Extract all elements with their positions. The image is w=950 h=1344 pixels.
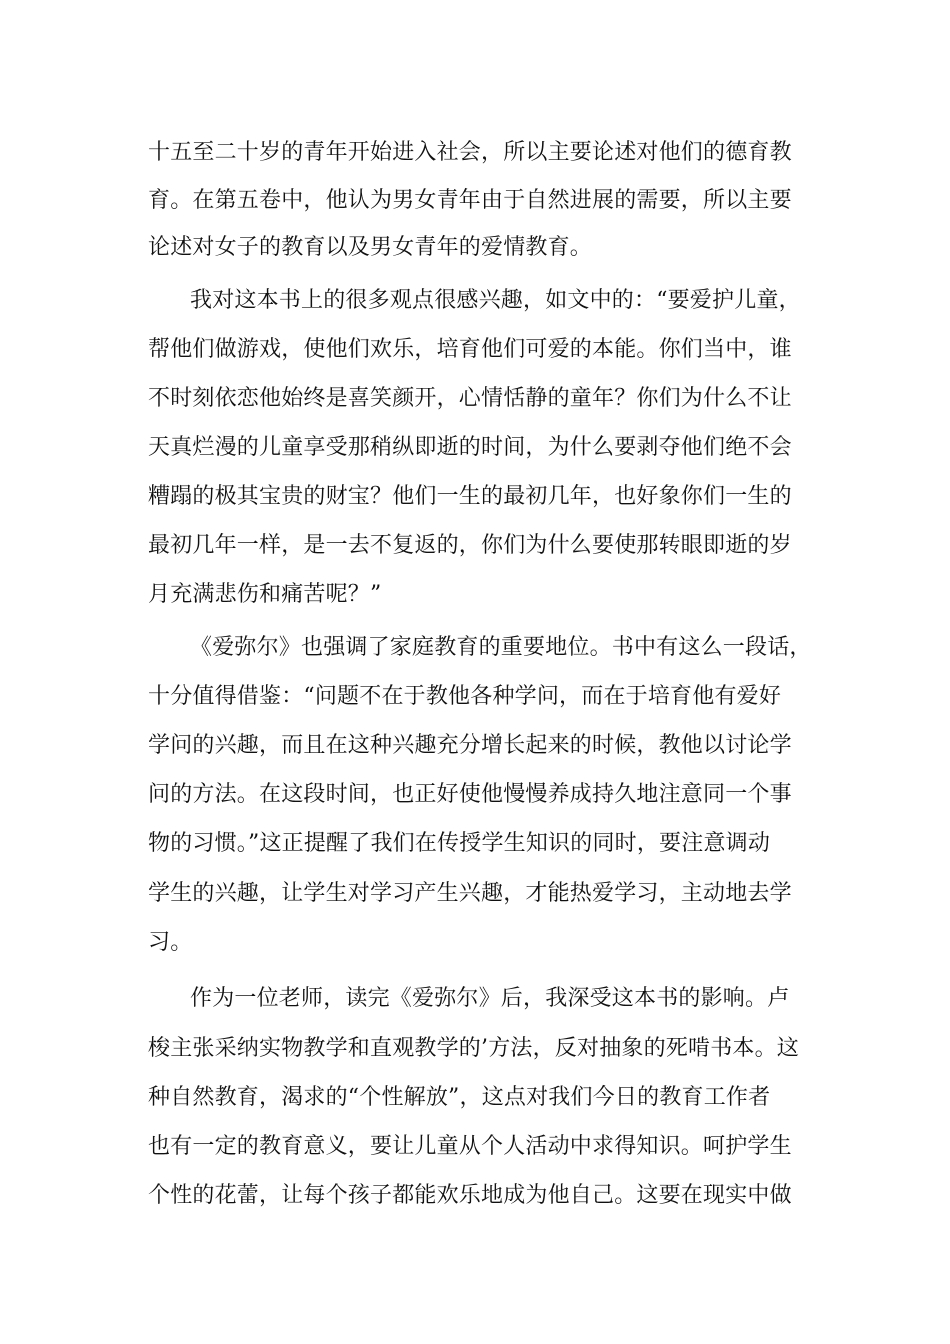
- text-line: 学生的兴趣，让学生对学习产生兴趣，才能热爱学习，主动地去学: [148, 881, 792, 906]
- text-line: 帮他们做游戏，使他们欢乐，培育他们可爱的本能。你们当中，谁: [148, 337, 792, 362]
- text-line: 糟蹋的极其宝贵的财宝？他们一生的最初几年，也好象你们一生的: [148, 484, 792, 509]
- text-line: 梭主张采纳实物教学和直观教学的’方法，反对抽象的死啃书本。这: [148, 1036, 799, 1061]
- text-line: 天真烂漫的儿童享受那稍纵即逝的时间，为什么要剥夺他们绝不会: [148, 435, 792, 460]
- text-line: 论述对女子的教育以及男女青年的爱情教育。: [148, 235, 593, 260]
- text-line: 十五至二十岁的青年开始进入社会，所以主要论述对他们的德育教: [148, 140, 792, 165]
- text-line: 种自然教育，渴求的“个性解放”，这点对我们今日的教育工作者: [148, 1085, 771, 1110]
- text-line: 《爱弥尔》也强调了家庭教育的重要地位。书中有这么一段话，: [190, 635, 812, 660]
- text-line: 育。在第五卷中，他认为男女青年由于自然进展的需要，所以主要: [148, 188, 792, 213]
- text-line: 最初几年一样，是一去不复返的，你们为什么要使那转眼即逝的岁: [148, 533, 792, 558]
- text-line: 物的习惯。”这正提醒了我们在传授学生知识的同时，要注意调动: [148, 831, 771, 856]
- text-line: 习。: [148, 930, 193, 955]
- text-line: 也有一定的教育意义，要让儿童从个人活动中求得知识。呵护学生: [148, 1134, 792, 1159]
- text-line: 个性的花蕾，让每个孩子都能欢乐地成为他自己。这要在现实中做: [148, 1183, 792, 1208]
- text-line: 不时刻依恋他始终是喜笑颜开，心情恬静的童年？你们为什么不让: [148, 386, 792, 411]
- text-line: 问的方法。在这段时间，也正好使他慢慢养成持久地注意同一个事: [148, 782, 792, 807]
- text-line: 作为一位老师，读完《爱弥尔》后，我深受这本书的影响。卢: [190, 986, 790, 1011]
- text-line: 月充满悲伤和痛苦呢？”: [148, 582, 382, 607]
- text-line: 学问的兴趣，而且在这种兴趣充分增长起来的时候，教他以讨论学: [148, 733, 792, 758]
- text-line: 十分值得借鉴：“问题不在于教他各种学问，而在于培育他有爱好: [148, 684, 782, 709]
- text-line: 我对这本书上的很多观点很感兴趣，如文中的：“要爱护儿童，: [190, 288, 801, 313]
